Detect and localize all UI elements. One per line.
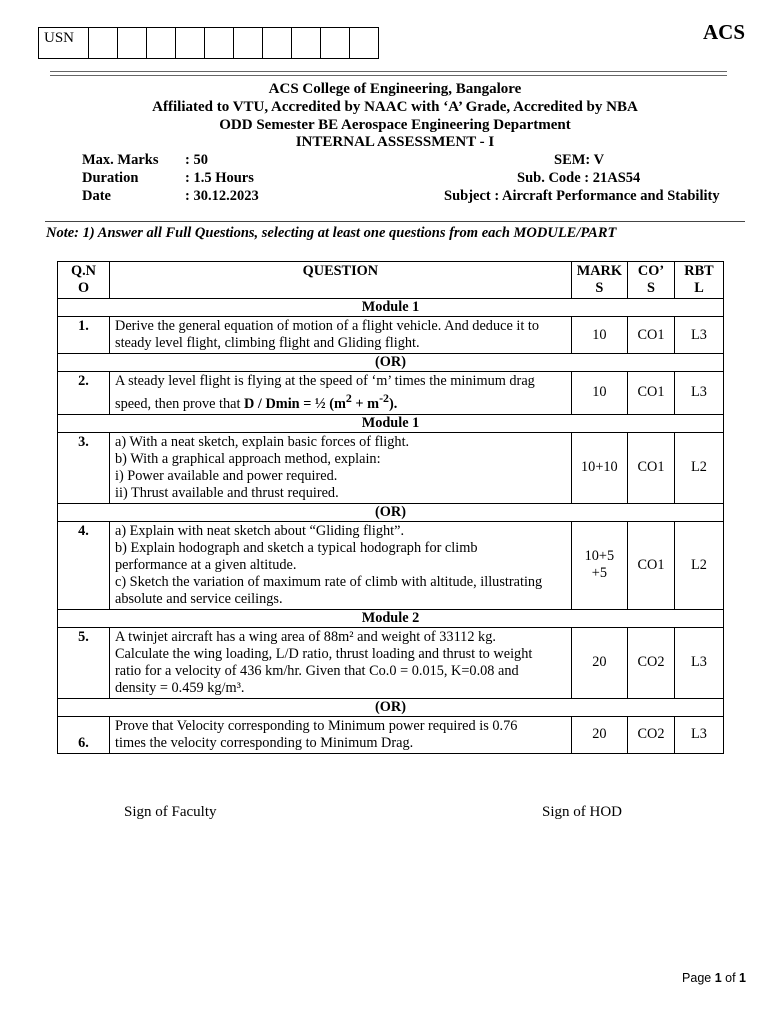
co-header-line: CO’	[637, 263, 665, 279]
question-line: A twinjet aircraft has a wing area of 88m² and weight of 33112 kg.	[115, 628, 496, 645]
question-text	[110, 317, 572, 354]
question-number: 6.	[58, 716, 110, 753]
college-abbreviation: ACS	[702, 20, 745, 44]
usn-digit-cell	[234, 28, 263, 59]
subject-name: Subject : Aircraft Performance and Stability	[444, 188, 720, 204]
formula-part: D / Dmin = ½ (m	[244, 395, 346, 412]
question-line: c) Sketch the variation of maximum rate of climb with altitude, illustrating	[115, 573, 543, 590]
question-line: performance at a given altitude.	[115, 556, 297, 573]
question-row	[58, 432, 724, 503]
question-line-text: speed, then prove that	[115, 395, 245, 412]
qno-header-line: O	[77, 280, 90, 296]
duration-label: Duration	[82, 170, 139, 186]
question-text	[110, 627, 572, 698]
module-heading: Module 1	[58, 299, 724, 317]
question-number: 4.	[58, 521, 110, 609]
exam-title: INTERNAL ASSESSMENT - I	[295, 134, 495, 150]
question-row	[58, 716, 724, 753]
marks-line: 10+5	[584, 548, 615, 565]
question-marks: 10+10	[571, 432, 627, 503]
date-label: Date	[82, 188, 111, 204]
question-marks	[571, 521, 627, 609]
co-header	[628, 262, 675, 299]
marks-header-line: MARK	[576, 263, 622, 279]
max-marks-label: Max. Marks	[82, 152, 159, 168]
question-rbt: L3	[675, 317, 724, 354]
question-marks: 10	[571, 317, 627, 354]
table-header-row	[58, 262, 724, 299]
marks-line: +5	[591, 565, 607, 582]
question-number: 5.	[58, 627, 110, 698]
usn-digit-cell	[118, 28, 147, 59]
college-name: ACS College of Engineering, Bangalore	[268, 81, 522, 97]
or-separator: (OR)	[58, 503, 724, 521]
instructions-note: Note: 1) Answer all Full Questions, selecting at least one questions from each MODULE/PART	[46, 225, 617, 241]
usn-digit-cell	[147, 28, 176, 59]
question-number: 1.	[58, 317, 110, 354]
hod-signature-label: Sign of HOD	[542, 804, 623, 820]
module-heading: Module 1	[58, 414, 724, 432]
question-row	[58, 627, 724, 698]
question-co: CO2	[628, 716, 675, 753]
max-marks-value: : 50	[185, 152, 208, 168]
usn-box	[38, 27, 379, 59]
question-line: A steady level flight is flying at the speed of ‘m’ times the minimum drag	[115, 373, 535, 389]
question-line: steady level flight, climbing flight and Gliding flight.	[115, 335, 420, 351]
question-marks: 10	[571, 372, 627, 415]
question-rbt: L2	[675, 521, 724, 609]
usn-digit-cell	[176, 28, 205, 59]
module-heading: Module 2	[58, 609, 724, 627]
question-rbt: L2	[675, 432, 724, 503]
question-co: CO1	[628, 432, 675, 503]
usn-digit-cell	[321, 28, 350, 59]
question-text	[110, 372, 572, 415]
question-row	[58, 372, 724, 415]
question-line: times the velocity corresponding to Minimum Drag.	[115, 734, 414, 751]
question-line: ratio for a velocity of 436 km/hr. Given that Co.0 = 0.015, K=0.08 and	[115, 662, 519, 679]
header-double-rule	[50, 71, 727, 76]
question-line: b) With a graphical approach method, explain:	[115, 450, 381, 467]
question-line: ii) Thrust available and thrust required.	[115, 484, 339, 501]
marks-header-line: S	[595, 280, 604, 296]
usn-digit-cell	[350, 28, 379, 59]
formula-superscript: 2	[345, 391, 352, 405]
usn-label: USN	[39, 28, 89, 59]
question-co: CO1	[628, 521, 675, 609]
page-prefix: Page	[682, 971, 715, 985]
usn-digit-cell	[263, 28, 292, 59]
question-row	[58, 317, 724, 354]
question-co: CO1	[628, 372, 675, 415]
header-rule	[45, 221, 745, 222]
qno-header	[58, 262, 110, 299]
or-separator: (OR)	[58, 698, 724, 716]
affiliation-line: Affiliated to VTU, Accredited by NAAC with ‘A’ Grade, Accredited by NBA	[152, 99, 638, 115]
marks-header	[571, 262, 627, 299]
subject-code: Sub. Code : 21AS54	[517, 170, 641, 186]
question-line: Prove that Velocity corresponding to Minimum power required is 0.76	[115, 717, 518, 734]
rbt-header-line: RBT	[684, 263, 714, 279]
question-co: CO1	[628, 317, 675, 354]
page-current: 1	[714, 971, 722, 985]
usn-digit-cell	[89, 28, 118, 59]
question-line: i) Power available and power required.	[115, 467, 338, 484]
question-row	[58, 521, 724, 609]
question-table	[57, 261, 724, 754]
question-rbt: L3	[675, 627, 724, 698]
question-line: Calculate the wing loading, L/D ratio, thrust loading and thrust to weight	[115, 645, 533, 662]
drag-ratio-formula	[244, 391, 398, 412]
question-line: absolute and service ceilings.	[115, 590, 283, 607]
formula-part: + m	[351, 395, 380, 412]
formula-part: ).	[389, 395, 398, 412]
question-text	[110, 716, 572, 753]
question-rbt: L3	[675, 372, 724, 415]
question-rbt: L3	[675, 716, 724, 753]
question-line: a) Explain with neat sketch about “Gliding flight”.	[115, 522, 405, 539]
question-line: a) With a neat sketch, explain basic forces of flight.	[115, 433, 410, 450]
question-marks: 20	[571, 716, 627, 753]
question-text	[110, 432, 572, 503]
rbt-header	[675, 262, 724, 299]
department-line: ODD Semester BE Aerospace Engineering Department	[219, 117, 571, 133]
question-header: QUESTION	[110, 262, 572, 299]
page-number	[682, 971, 746, 985]
page-of: of	[721, 971, 740, 985]
qno-header-line: Q.N	[70, 263, 97, 279]
question-line	[115, 390, 566, 413]
page-total: 1	[739, 971, 746, 985]
question-line: b) Explain hodograph and sketch a typical hodograph for climb	[115, 539, 478, 556]
question-number: 3.	[58, 432, 110, 503]
question-number: 2.	[58, 372, 110, 415]
question-co: CO2	[628, 627, 675, 698]
rbt-header-line: L	[694, 280, 704, 296]
question-text	[110, 521, 572, 609]
co-header-line: S	[647, 280, 655, 296]
usn-digit-cell	[292, 28, 321, 59]
faculty-signature-label: Sign of Faculty	[124, 804, 217, 820]
question-line: density = 0.459 kg/m³.	[115, 679, 245, 696]
or-separator: (OR)	[58, 354, 724, 372]
semester: SEM: V	[554, 152, 605, 168]
duration-value: : 1.5 Hours	[185, 170, 254, 186]
usn-digit-cell	[205, 28, 234, 59]
question-marks: 20	[571, 627, 627, 698]
formula-superscript: -2	[379, 391, 389, 405]
date-value: : 30.12.2023	[185, 188, 259, 204]
question-line: Derive the general equation of motion of a flight vehicle. And deduce it to	[115, 318, 540, 334]
